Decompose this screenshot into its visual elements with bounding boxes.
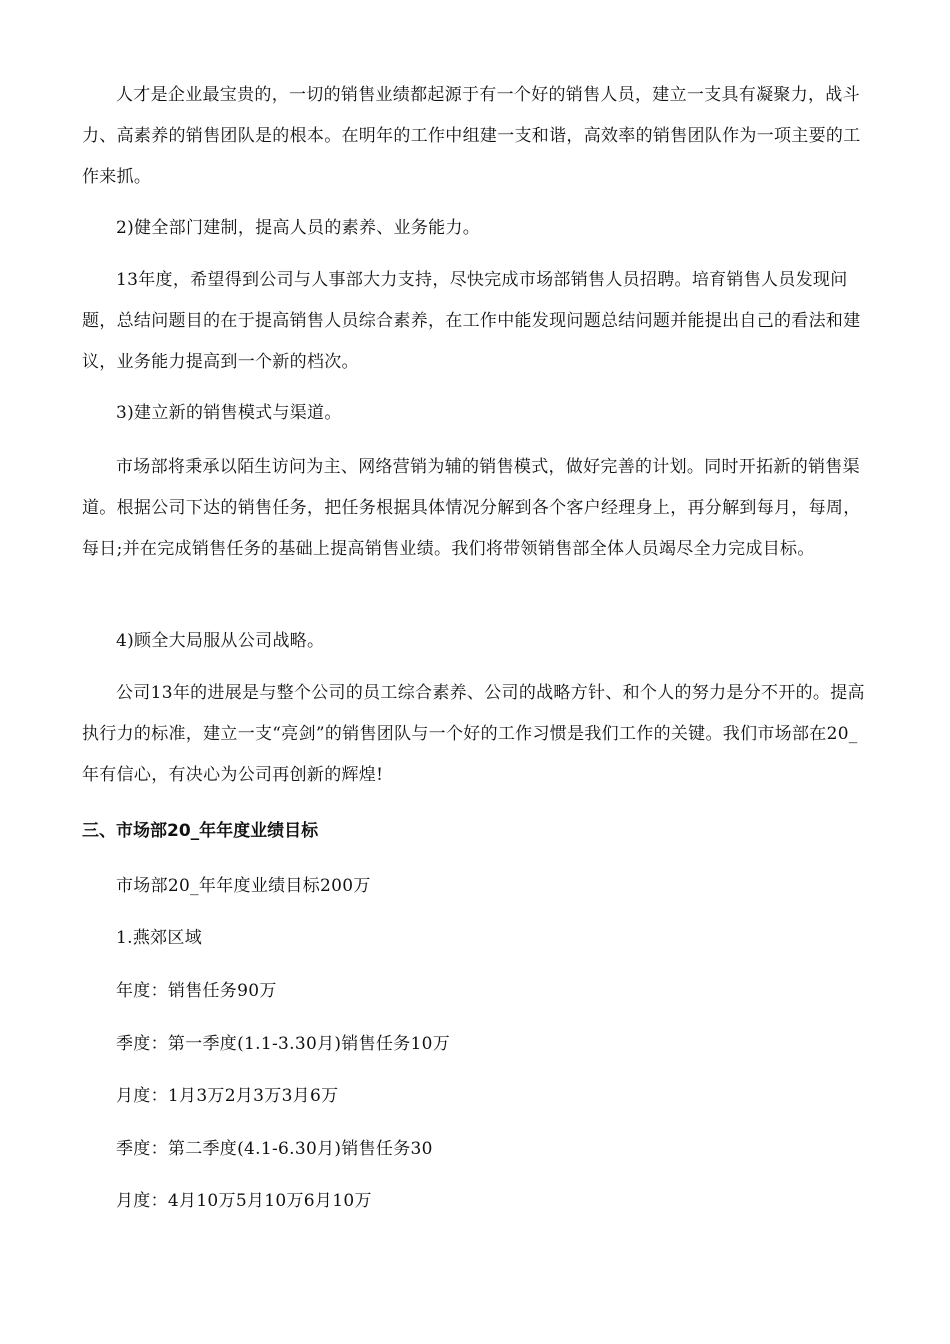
paragraph-item-4-heading: 4)顾全大局服从公司战略。 [116,631,325,651]
paragraph-company-strategy: 公司13年的进展是与整个公司的员工综合素养、公司的战略方针、和个人的努力是分不开的。提高执行力的标准，建立一支“亮剑”的销售团队与一个好的工作习惯是我们工作的关键。我们市场部在20_年有信心，有决心为公司再创新的辉煌! [82,683,865,785]
quarter-2-line: 季度：第二季度(4.1-6.30月)销售任务30 [116,1139,433,1159]
q2-monthly-line: 月度：4月10万5月10万6月10万 [116,1191,372,1211]
section-heading: 三、市场部20_年年度业绩目标 [82,821,319,841]
quarter-1-line: 季度：第一季度(1.1-3.30月)销售任务10万 [116,1034,451,1054]
q1-monthly-line: 月度：1月3万2月3万3月6万 [116,1086,339,1106]
paragraph-recruitment: 13年度，希望得到公司与人事部大力支持，尽快完成市场部销售人员招聘。培育销售人员发现问题，总结问题目的在于提高销售人员综合素养，在工作中能发现问题总结问题并能提出自己的看法和建议，业务能力提高到一个新的档次。 [82,270,861,372]
paragraph-sales-model: 市场部将秉承以陌生访问为主、网络营销为辅的销售模式，做好完善的计划。同时开拓新的销售渠道。根据公司下达的销售任务，把任务根据具体情况分解到各个客户经理身上，再分解到每月，每周，每日;并在完成销售任务的基础上提高销售业绩。我们将带领销售部全体人员竭尽全力完成目标。 [82,457,861,559]
region-line: 1.燕郊区域 [116,928,203,948]
paragraph-item-2-heading: 2)健全部门建制，提高人员的素养、业务能力。 [116,218,481,238]
paragraph-team-building: 人才是企业最宝贵的，一切的销售业绩都起源于有一个好的销售人员，建立一支具有凝聚力，战斗力、高素养的销售团队是的根本。在明年的工作中组建一支和谐，高效率的销售团队作为一项主要的工作来抓。 [82,85,861,187]
paragraph-item-3-heading: 3)建立新的销售模式与渠道。 [116,403,342,423]
annual-target-line: 市场部20_年年度业绩目标200万 [116,876,371,896]
annual-task-line: 年度：销售任务90万 [116,981,277,1001]
